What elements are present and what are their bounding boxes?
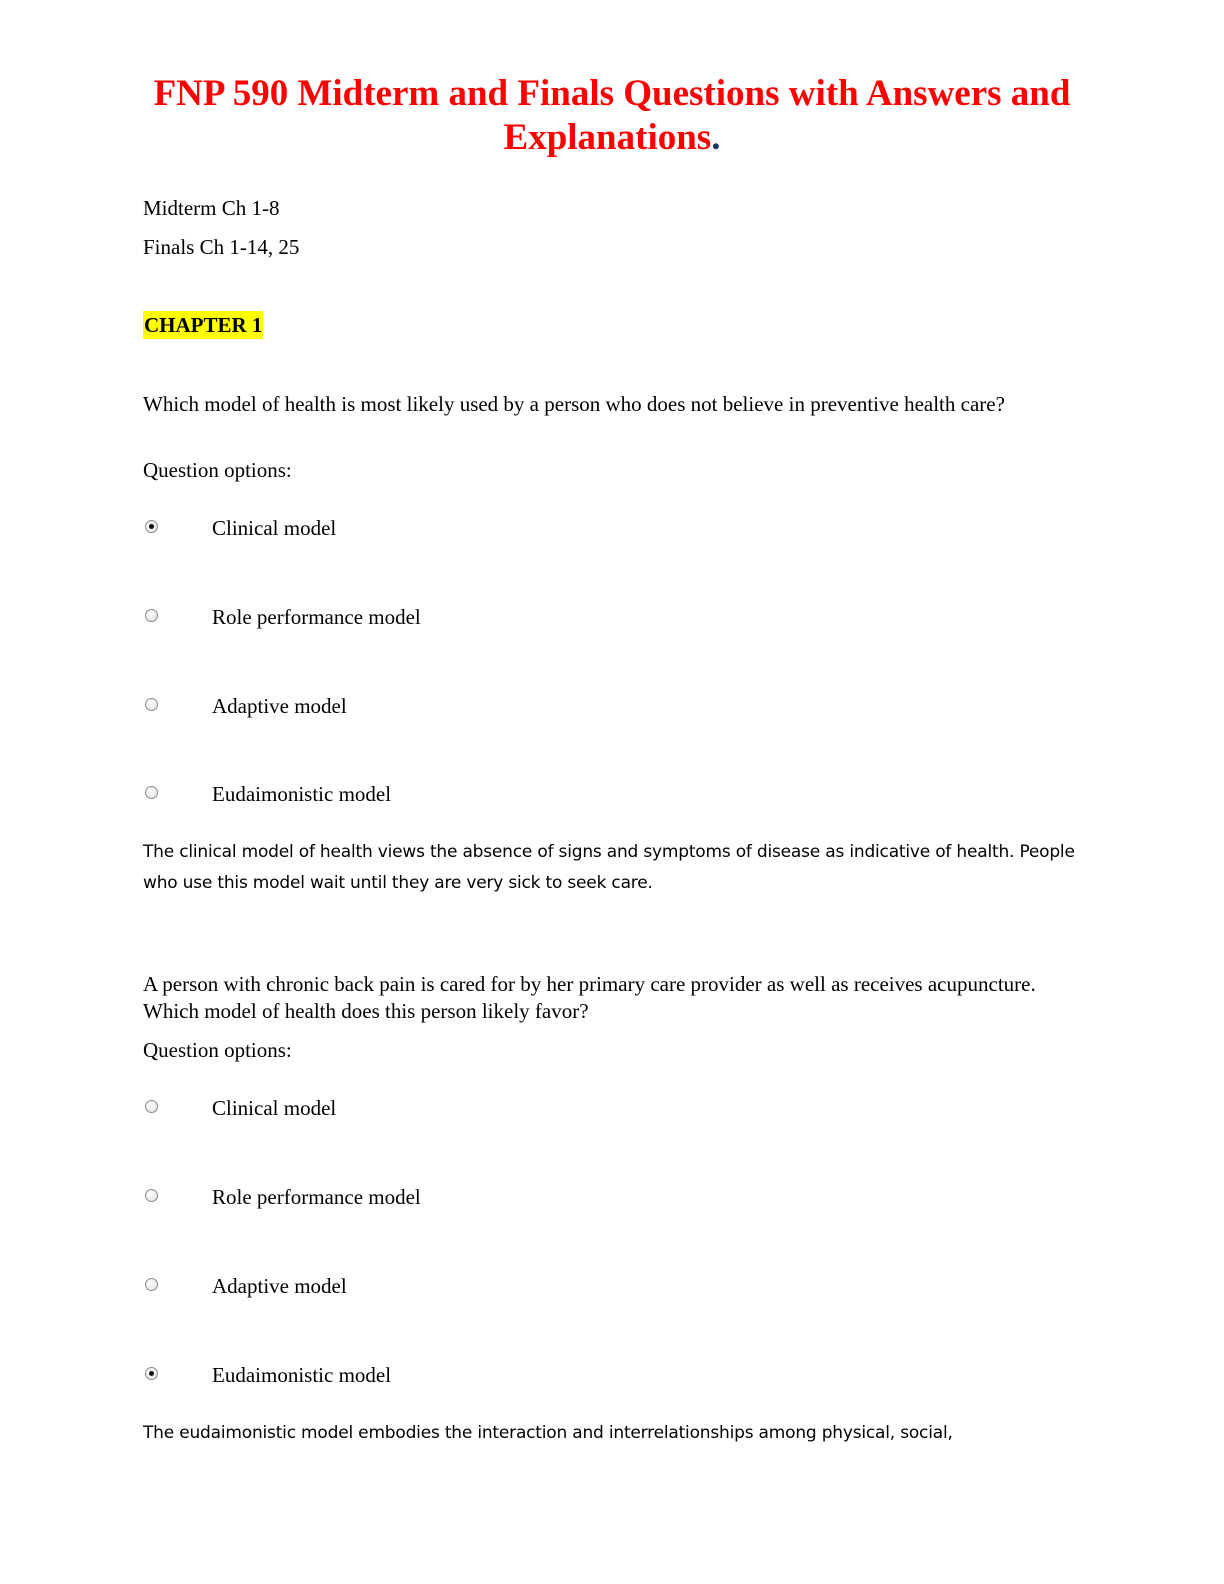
question-1-options-label: Question options: xyxy=(143,458,292,482)
radio-unselected-icon[interactable] xyxy=(145,609,158,622)
question-2-options-label: Question options: xyxy=(143,1038,292,1062)
midterm-scope: Midterm Ch 1-8 xyxy=(143,196,280,220)
radio-selected-icon[interactable] xyxy=(145,520,158,533)
question-2-text: A person with chronic back pain is cared for by her primary care provider as well as receives acupuncture. Which model of health does this person likely favor? xyxy=(143,972,1036,1023)
radio-unselected-icon[interactable] xyxy=(145,1100,158,1113)
option-label: Eudaimonistic model xyxy=(212,1363,392,1387)
question-1-text: Which model of health is most likely used by a person who does not believe in preventive health care? xyxy=(143,392,1005,416)
radio-unselected-icon[interactable] xyxy=(145,786,158,799)
option-label: Adaptive model xyxy=(212,694,347,718)
question-2-explanation: The eudaimonistic model embodies the interaction and interrelationships among physical, social, xyxy=(143,1423,953,1443)
option-label: Eudaimonistic model xyxy=(212,782,392,806)
option-label: Adaptive model xyxy=(212,1274,347,1298)
chapter-heading: CHAPTER 1 xyxy=(144,313,263,337)
radio-selected-icon[interactable] xyxy=(145,1367,158,1380)
question-1-explanation: The clinical model of health views the absence of signs and symptoms of disease as indicative of health. People who use this model wait until they are very sick to seek care. xyxy=(143,842,1075,893)
radio-unselected-icon[interactable] xyxy=(145,1278,158,1291)
option-label: Clinical model xyxy=(212,1096,337,1120)
document-title-dot: . xyxy=(711,117,721,158)
radio-unselected-icon[interactable] xyxy=(145,698,158,711)
document-title xyxy=(100,72,1124,160)
option-label: Clinical model xyxy=(212,516,337,540)
radio-unselected-icon[interactable] xyxy=(145,1189,158,1202)
finals-scope: Finals Ch 1-14, 25 xyxy=(143,235,300,259)
option-label: Role performance model xyxy=(212,1185,421,1209)
document-title-text: FNP 590 Midterm and Finals Questions with Answers and Explanations xyxy=(153,73,1071,158)
option-label: Role performance model xyxy=(212,605,421,629)
